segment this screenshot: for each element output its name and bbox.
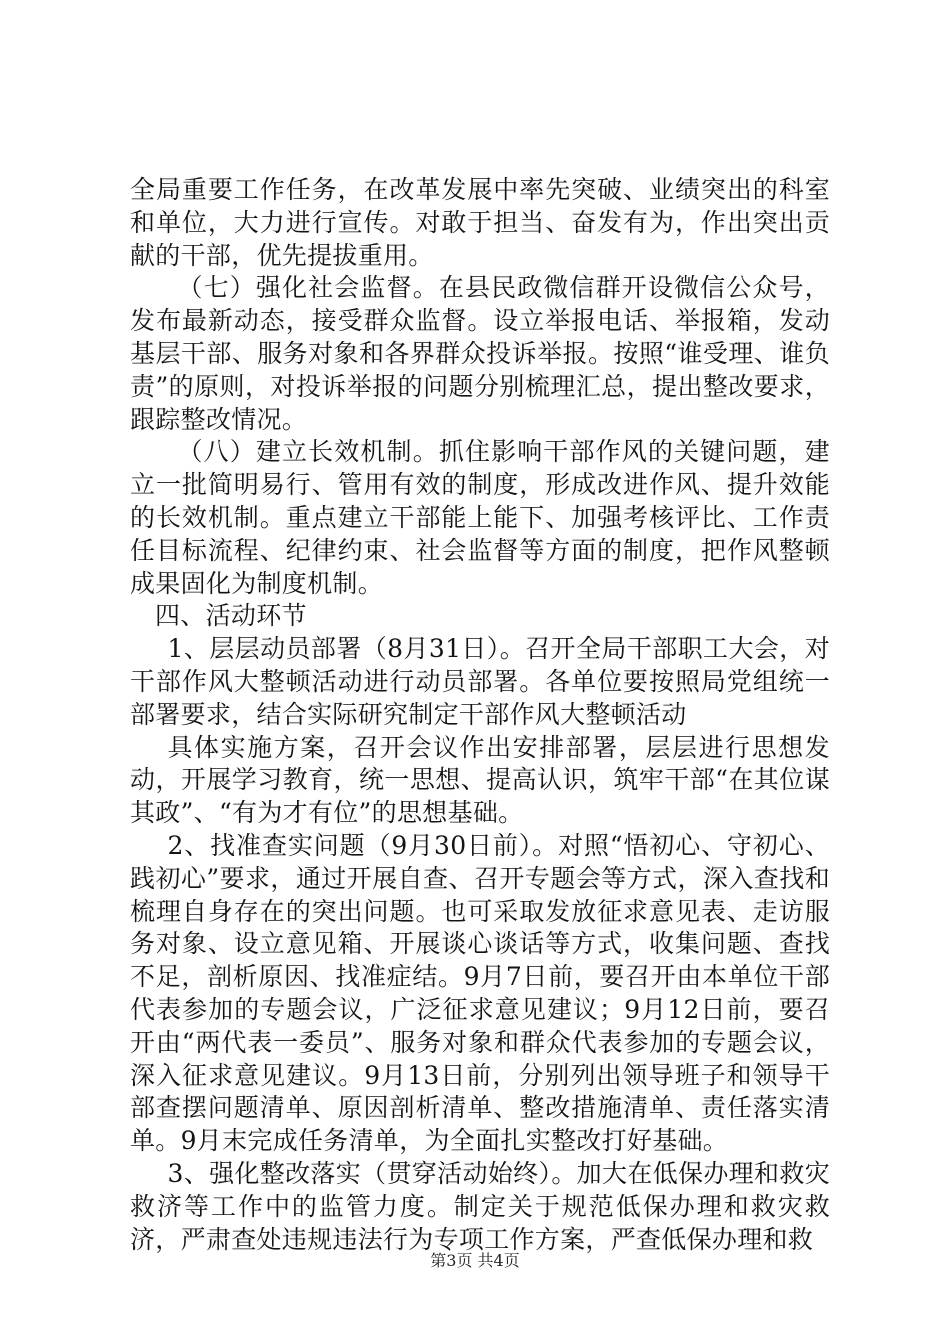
document-body [130,174,830,1256]
paragraph: 3、强化整改落实（贯穿活动始终）。加大在低保办理和救灾救济等工作中的监管力度。制定关于规范低保办理和救灾救济，严肃查处违规违法行为专项工作方案，严查低保办理和救 [130,1158,830,1254]
section-heading: 四、活动环节 [155,601,307,631]
paragraph: 1、层层动员部署（8月31日）。召开全局干部职工大会，对干部作风大整顿活动进行动员部署。各单位要按照局党组统一部署要求，结合实际研究制定干部作风大整顿活动 [130,634,830,729]
paragraph: （七）强化社会监督。在县民政微信群开设微信公众号，发布最新动态，接受群众监督。设立举报电话、举报箱，发动基层干部、服务对象和各界群众投诉举报。按照“谁受理、谁负责”的原则，对投诉举报的问题分别梳理汇总，提出整改要求，跟踪整改情况。 [130,273,830,434]
paragraph: 2、找准查实问题（9月30日前）。对照“悟初心、守初心、践初心”要求，通过开展自查、召开专题会等方式，深入查找和梳理自身存在的突出问题。也可采取发放征求意见表、走访服务对象、设立意见箱、开展谈心谈话等方式，收集问题、查找不足，剖析原因、找准症结。9月7日前，要召开由本单位干部代表参加的专题会议，广泛征求意见建议；9月12日前，要召开由“两代表一委员”、服务对象和群众代表参加的专题会议，深入征求意见建议。9月13日前，分别列出领导班子和领导干部查摆问题清单、原因剖析清单、整改措施清单、责任落实清单。9月末完成任务清单，为全面扎实整改打好基础。 [130,830,830,1156]
page-footer: 第3页 共4页 [430,1251,520,1270]
paragraph: 具体实施方案，召开会议作出安排部署，层层进行思想发动，开展学习教育，统一思想、提高认识，筑牢干部“在其位谋其政”、“有为才有位”的思想基础。 [130,732,830,828]
paragraph: 全局重要工作任务，在改革发展中率先突破、业绩突出的科室和单位，大力进行宣传。对敢于担当、奋发有为，作出突出贡献的干部，优先提拔重用。 [130,175,830,270]
paragraph: （八）建立长效机制。抓住影响干部作风的关键问题，建立一批简明易行、管用有效的制度，形成改进作风、提升效能的长效机制。重点建立干部能上能下、加强考核评比、工作责任目标流程、纪律约束、社会监督等方面的制度，把作风整顿成果固化为制度机制。 [130,437,830,598]
